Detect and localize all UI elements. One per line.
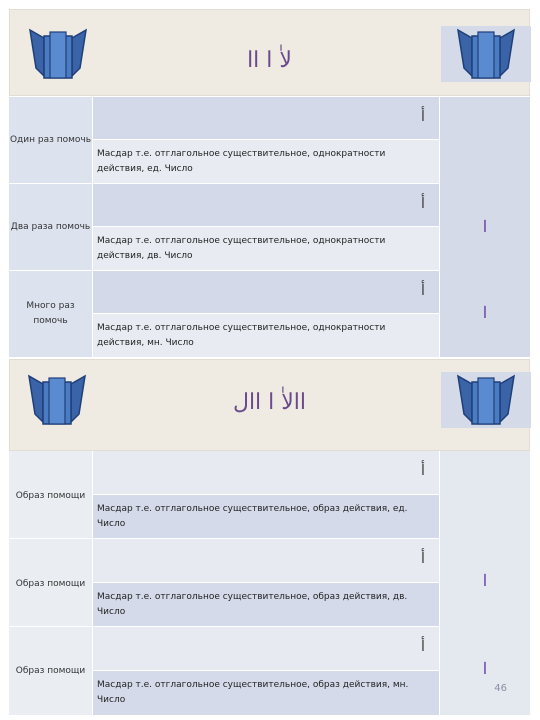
description-cell: Масдар т.е. отглагольное существительное, образ действия, дв. Число bbox=[93, 583, 439, 626]
arabic-word: أ bbox=[420, 549, 425, 567]
side-arabic: ا bbox=[482, 571, 488, 590]
description-cell: Масдар т.е. отглагольное существительное, однократности действия, мн. Число bbox=[93, 314, 439, 357]
crest-icon bbox=[441, 26, 531, 82]
arabic-word: أ bbox=[420, 194, 425, 212]
arabic-form-cell bbox=[93, 271, 439, 313]
description-cell: Масдар т.е. отглагольное существительное, образ действия, ед. Число bbox=[93, 495, 439, 538]
section-title: االاٰ ا اال bbox=[232, 390, 307, 415]
arabic-form-cell bbox=[93, 97, 439, 139]
side-arabic: ا bbox=[482, 659, 488, 678]
row-label: Два раза помочь bbox=[9, 184, 92, 270]
section-banner bbox=[9, 9, 530, 96]
side-column bbox=[440, 97, 530, 357]
arabic-form-cell bbox=[93, 184, 439, 226]
side-arabic: ا bbox=[482, 303, 488, 322]
arabic-word: أ bbox=[420, 107, 425, 125]
page-number: 46 bbox=[494, 683, 507, 694]
side-arabic: ا bbox=[482, 217, 488, 236]
arabic-word: أ bbox=[420, 637, 425, 655]
arabic-form-cell bbox=[93, 451, 439, 494]
section-title: لاٰ ا اا bbox=[247, 48, 292, 73]
row-label: Образ помощи bbox=[9, 539, 92, 626]
section-banner bbox=[9, 359, 530, 451]
row-label: Один раз помочь bbox=[9, 97, 92, 183]
row-label: Образ помощи bbox=[9, 627, 92, 715]
row-label: Много раз помочь bbox=[9, 271, 92, 357]
description-cell: Масдар т.е. отглагольное существительное, однократности действия, дв. Число bbox=[93, 227, 439, 270]
arabic-word: أ bbox=[420, 461, 425, 479]
arabic-form-cell bbox=[93, 627, 439, 670]
arabic-word: أ bbox=[420, 281, 425, 299]
side-column bbox=[440, 451, 530, 715]
description-cell: Масдар т.е. отглагольное существительное, образ действия, мн. Число bbox=[93, 671, 439, 715]
row-label: Образ помощи bbox=[9, 451, 92, 538]
masdar-table bbox=[9, 451, 530, 715]
masdar-table bbox=[9, 97, 530, 357]
crest-icon bbox=[441, 372, 531, 428]
arabic-form-cell bbox=[93, 539, 439, 582]
description-cell: Масдар т.е. отглагольное существительное, однократности действия, ед. Число bbox=[93, 140, 439, 183]
